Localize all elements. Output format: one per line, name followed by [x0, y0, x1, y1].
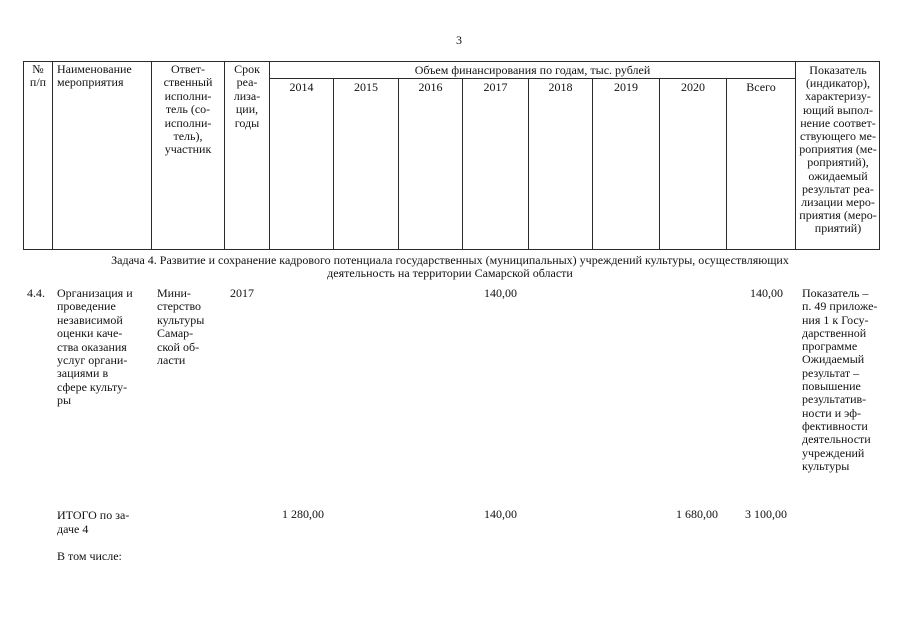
col-header-year-2019: 2019 [614, 80, 638, 94]
col-header-year-2014: 2014 [289, 80, 314, 94]
including-label: В том числе: [57, 549, 122, 563]
col-header-year-2017: 2017 [483, 80, 508, 94]
col-header-year-2018: 2018 [548, 80, 573, 94]
col-header-total: Всего [746, 80, 776, 94]
row-value-2017: 140,00 [484, 286, 517, 300]
row-activity-name: Организация и проведение независимой оценки каче- ства оказания услуг органи- зациями в сфере культу- ры [57, 286, 133, 408]
col-header-year-2016: 2016 [418, 80, 443, 94]
col-header-name: Наименование мероприятия [57, 62, 132, 90]
total-value-2014: 1 280,00 [282, 507, 324, 521]
row-term: 2017 [230, 286, 254, 300]
col-header-year-2020: 2020 [681, 80, 705, 94]
total-value-2020: 1 680,00 [676, 507, 718, 521]
row-indicator: Показатель – п. 49 приложе- ния 1 к Госу- дарственной программе Ожидаемый результат – повышение результатив- ности и эф- фективности деятельности учреждений культуры [802, 286, 878, 473]
page-number: 3 [456, 33, 462, 47]
row-value-total: 140,00 [750, 286, 783, 300]
total-value-sum: 3 100,00 [745, 507, 787, 521]
task-title: Задача 4. Развитие и сохранение кадрового потенциала государственных (муниципальных) учреждений культуры, осуществляющих деятельность на территории Самарской области [111, 253, 789, 281]
row-number: 4.4. [27, 286, 45, 300]
row-responsible: Мини- стерство культуры Самар- ской об- ласти [157, 286, 205, 368]
total-row-label: ИТОГО по за- даче 4 [57, 508, 130, 536]
total-value-2017: 140,00 [484, 507, 517, 521]
col-header-term: Срок реа- лиза- ции, годы [233, 62, 261, 130]
col-header-indicator: Показатель (индикатор), характеризу- ющий выпол- нение соответ- ствующего ме- роприятия (ме- роприятий), ожидаемый результат реа- лизации меро- приятия (меро- приятий) [799, 63, 877, 236]
col-header-responsible: Ответ- ственный исполни- тель (со- исполни- тель), участник [163, 62, 213, 157]
col-header-funding: Объем финансирования по годам, тыс. рублей [414, 63, 651, 77]
col-header-number: № п/п [29, 62, 47, 90]
col-header-year-2015: 2015 [354, 80, 378, 94]
